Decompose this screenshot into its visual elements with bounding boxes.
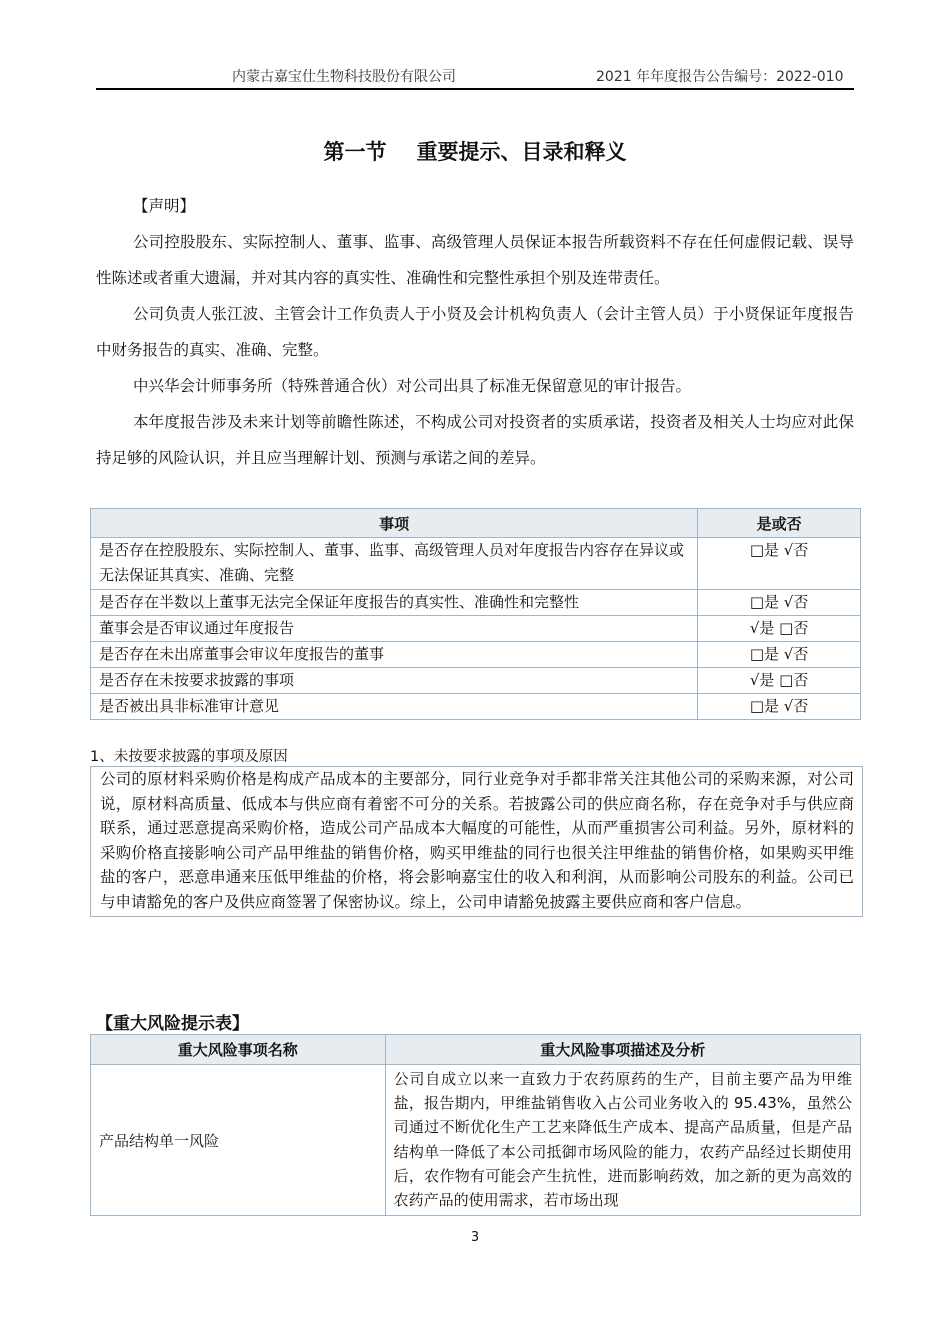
risk-table xyxy=(90,1034,861,1216)
statement-paragraph-2: 公司负责人张江波、主管会计工作负责人于小贤及会计机构负责人（会计主管人员）于小贤保证年度报告中财务报告的真实、准确、完整。 xyxy=(96,305,854,359)
table-row xyxy=(91,642,861,668)
table-header-row xyxy=(91,509,861,538)
header-divider xyxy=(96,88,854,90)
row-item: 董事会是否审议通过年度报告 xyxy=(91,616,698,642)
section-name: 重要提示、目录和释义 xyxy=(416,140,627,164)
statement-paragraph-3: 中兴华会计师事务所（特殊普通合伙）对公司出具了标准无保留意见的审计报告。 xyxy=(133,377,692,395)
table-header-row xyxy=(91,1035,861,1065)
column-header-item: 事项 xyxy=(91,509,698,538)
table-row xyxy=(91,668,861,694)
risk-name: 产品结构单一风险 xyxy=(91,1065,386,1216)
table-row xyxy=(91,616,861,642)
column-header-risk-name: 重大风险事项名称 xyxy=(91,1035,386,1065)
column-header-answer: 是或否 xyxy=(698,509,861,538)
table-row xyxy=(91,590,861,616)
row-item: 是否存在控股股东、实际控制人、董事、监事、高级管理人员对年度报告内容存在异议或无法保证其真实、准确、完整 xyxy=(91,538,698,590)
confirmation-table xyxy=(90,508,861,720)
table-row xyxy=(91,694,861,720)
page-number: 3 xyxy=(470,1230,480,1245)
row-item: 是否存在未按要求披露的事项 xyxy=(91,668,698,694)
table-row xyxy=(91,1065,861,1216)
row-item: 是否被出具非标准审计意见 xyxy=(91,694,698,720)
row-answer: □是 √否 xyxy=(698,642,861,668)
table-row xyxy=(91,538,861,590)
header-company: 内蒙古嘉宝仕生物科技股份有限公司 xyxy=(232,69,456,85)
row-answer: □是 √否 xyxy=(698,538,861,590)
undisclosed-reason-box: 公司的原材料采购价格是构成产品成本的主要部分，同行业竞争对手都非常关注其他公司的采购来源，对公司说，原材料高质量、低成本与供应商有着密不可分的关系。若披露公司的供应商名称，存在竞争对手与供应商联系，通过恶意提高采购价格，造成公司产品成本大幅度的可能性，从而严重损害公司利益。另外，原材料的采购价格直接影响公司产品甲维盐的销售价格，购买甲维盐的同行也很关注甲维盐的销售价格，如果购买甲维盐的客户，恶意串通来压低甲维盐的价格，将会影响嘉宝仕的收入和利润，从而影响公司股东的利益。公司已与申请豁免的客户及供应商签署了保密协议。综上，公司申请豁免披露主要供应商和客户信息。 xyxy=(90,766,863,917)
section-number: 第一节 xyxy=(323,140,387,164)
row-answer: √是 □否 xyxy=(698,616,861,642)
statement-heading: 【声明】 xyxy=(133,197,196,215)
statement-paragraph-1: 公司控股股东、实际控制人、董事、监事、高级管理人员保证本报告所载资料不存在任何虚假记载、误导性陈述或者重大遗漏，并对其内容的真实性、准确性和完整性承担个别及连带责任。 xyxy=(96,233,854,287)
row-answer: □是 √否 xyxy=(698,694,861,720)
section-title xyxy=(0,136,950,166)
column-header-risk-desc: 重大风险事项描述及分析 xyxy=(385,1035,860,1065)
undisclosed-heading: 1、未按要求披露的事项及原因 xyxy=(90,749,288,765)
header-report-number: 2021 年年度报告公告编号：2022-010 xyxy=(596,69,844,85)
statement-paragraph-4: 本年度报告涉及未来计划等前瞻性陈述，不构成公司对投资者的实质承诺，投资者及相关人士均应对此保持足够的风险认识，并且应当理解计划、预测与承诺之间的差异。 xyxy=(96,413,854,467)
row-item: 是否存在未出席董事会审议年度报告的董事 xyxy=(91,642,698,668)
risk-table-title: 【重大风险提示表】 xyxy=(96,1014,249,1034)
row-item: 是否存在半数以上董事无法完全保证年度报告的真实性、准确性和完整性 xyxy=(91,590,698,616)
risk-description: 公司自成立以来一直致力于农药原药的生产，目前主要产品为甲维盐，报告期内，甲维盐销售收入占公司业务收入的 95.43%，虽然公司通过不断优化生产工艺来降低生产成本、提高产品质量，但是产品结构单一降低了本公司抵御市场风险的能力，农药产品经过长期使用后，农作物有可能会产生抗性，进而影响药效，加之新的更为高效的农药产品的使用需求，若市场出现 xyxy=(385,1065,860,1216)
row-answer: √是 □否 xyxy=(698,668,861,694)
row-answer: □是 √否 xyxy=(698,590,861,616)
